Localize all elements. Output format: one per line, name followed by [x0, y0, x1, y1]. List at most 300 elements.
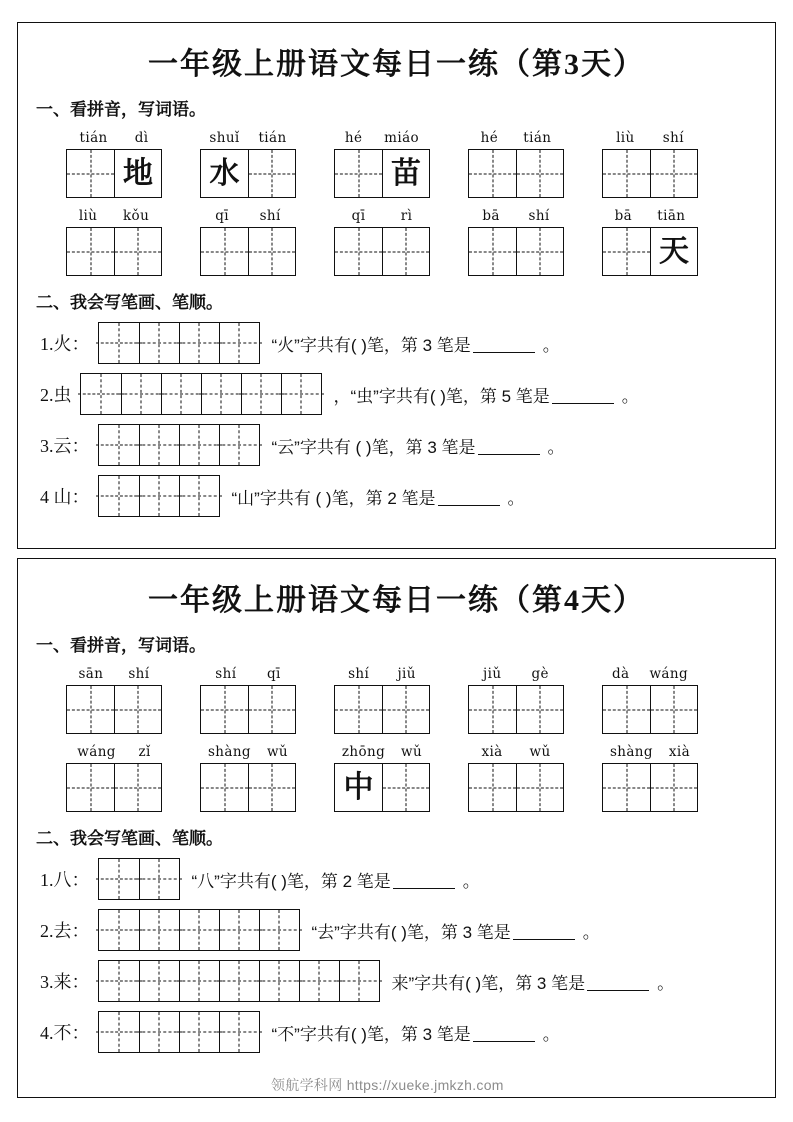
written-character: 中	[343, 769, 374, 805]
guide-line-vertical	[540, 686, 541, 733]
stroke-question-text	[272, 433, 565, 458]
pinyin-pair	[334, 130, 430, 146]
pinyin-syllable: hé	[344, 130, 363, 146]
guide-line-horizontal	[177, 496, 222, 497]
tianzige-pair[interactable]	[334, 763, 430, 812]
tianzige-pair[interactable]	[200, 763, 296, 812]
pinyin-syllable: kǒu	[122, 208, 150, 224]
stroke-practice-cell[interactable]	[161, 374, 201, 414]
word-group	[334, 666, 430, 734]
tianzige-cell[interactable]	[248, 150, 295, 197]
word-group	[602, 666, 698, 734]
stroke-practice-boxes[interactable]	[98, 909, 300, 951]
guide-line-vertical	[90, 764, 91, 811]
guide-line-horizontal	[383, 709, 429, 710]
tianzige-cell[interactable]	[382, 686, 429, 733]
tianzige-pair[interactable]	[468, 685, 564, 734]
guide-line-horizontal	[96, 496, 142, 497]
stroke-practice-boxes[interactable]	[98, 322, 260, 364]
tianzige-cell[interactable]	[67, 228, 114, 275]
stroke-practice-cell[interactable]	[179, 425, 219, 465]
stroke-question-text	[392, 969, 675, 994]
stroke-question-prefix: “不”字共有( )笔，第 3 笔是	[271, 1024, 471, 1044]
guide-line-horizontal	[335, 251, 382, 252]
pinyin-pair	[200, 208, 296, 224]
pinyin-syllable: dà	[611, 666, 630, 682]
tianzige-cell[interactable]	[516, 228, 563, 275]
tianzige-pair[interactable]	[66, 149, 162, 198]
answer-blank[interactable]	[393, 873, 455, 889]
pinyin-syllable: miáo	[384, 130, 420, 146]
word-group	[334, 208, 430, 276]
guide-line-horizontal	[517, 709, 563, 710]
guide-line-horizontal	[279, 394, 324, 395]
tianzige-pair[interactable]	[200, 227, 296, 276]
pinyin-syllable: wǔ	[401, 744, 423, 760]
guide-line-horizontal	[217, 981, 262, 982]
guide-line-vertical	[674, 764, 675, 811]
stroke-practice-cell[interactable]	[179, 961, 219, 1001]
stroke-practice-cell[interactable]	[99, 859, 139, 899]
guide-line-vertical	[674, 686, 675, 733]
stroke-practice-row	[18, 1011, 775, 1053]
stroke-item-label: 1.火：	[40, 334, 90, 354]
guide-line-horizontal	[651, 173, 697, 174]
guide-line-horizontal	[257, 930, 302, 931]
guide-line-horizontal	[67, 251, 114, 252]
guide-line-horizontal	[335, 709, 382, 710]
stroke-practice-cell[interactable]	[259, 961, 299, 1001]
tianzige-cell[interactable]	[201, 150, 248, 197]
guide-line-horizontal	[96, 930, 142, 931]
tianzige-pair[interactable]	[66, 227, 162, 276]
pinyin-syllable: dì	[134, 130, 149, 146]
pinyin-syllable: qī	[215, 208, 230, 224]
guide-line-horizontal	[96, 445, 142, 446]
tianzige-pair[interactable]	[200, 149, 296, 198]
tianzige-cell[interactable]	[382, 228, 429, 275]
guide-line-horizontal	[217, 1032, 262, 1033]
tianzige-cell[interactable]	[201, 228, 248, 275]
pinyin-syllable: zhōng	[341, 744, 386, 760]
guide-line-horizontal	[249, 251, 295, 252]
written-character: 苗	[391, 155, 421, 191]
pinyin-syllable: wǔ	[529, 744, 551, 760]
guide-line-horizontal	[603, 251, 650, 252]
guide-line-horizontal	[137, 930, 182, 931]
guide-line-horizontal	[137, 981, 182, 982]
stroke-question-text	[272, 1020, 560, 1045]
stroke-question-text	[312, 918, 600, 943]
guide-line-horizontal	[199, 394, 244, 395]
pinyin-syllable: qī	[266, 666, 281, 682]
guide-line-vertical	[406, 764, 407, 811]
pinyin-syllable: qī	[351, 208, 366, 224]
tianzige-cell[interactable]	[516, 150, 563, 197]
stroke-practice-cell[interactable]	[99, 323, 139, 363]
guide-line-horizontal	[96, 981, 142, 982]
guide-line-horizontal	[177, 445, 222, 446]
stroke-practice-row	[18, 322, 775, 364]
guide-line-vertical	[540, 764, 541, 811]
guide-line-horizontal	[137, 496, 182, 497]
tianzige-cell[interactable]	[114, 764, 161, 811]
stroke-practice-row	[18, 909, 775, 951]
guide-line-vertical	[138, 228, 139, 275]
word-group	[334, 744, 430, 812]
tianzige-cell[interactable]	[469, 150, 516, 197]
guide-line-horizontal	[115, 787, 161, 788]
tianzige-cell[interactable]	[650, 228, 697, 275]
tianzige-cell[interactable]	[201, 764, 248, 811]
tianzige-cell[interactable]	[469, 764, 516, 811]
tianzige-cell[interactable]	[469, 686, 516, 733]
pinyin-row	[18, 130, 775, 198]
guide-line-horizontal	[217, 445, 262, 446]
pinyin-syllable: rì	[400, 208, 413, 224]
guide-line-horizontal	[335, 173, 382, 174]
tianzige-cell[interactable]	[603, 150, 650, 197]
tianzige-pair[interactable]	[334, 149, 430, 198]
answer-blank[interactable]	[438, 490, 500, 506]
tianzige-cell[interactable]	[603, 686, 650, 733]
guide-line-vertical	[272, 228, 273, 275]
guide-line-horizontal	[249, 787, 295, 788]
stroke-practice-cell[interactable]	[121, 374, 161, 414]
pinyin-pair	[468, 130, 564, 146]
tianzige-cell[interactable]	[67, 764, 114, 811]
pinyin-pair	[200, 666, 296, 682]
guide-line-horizontal	[67, 787, 114, 788]
tianzige-cell[interactable]	[248, 764, 295, 811]
guide-line-vertical	[492, 686, 493, 733]
stroke-practice-cell[interactable]	[241, 374, 281, 414]
tianzige-pair[interactable]	[468, 763, 564, 812]
stroke-practice-row	[18, 858, 775, 900]
guide-line-horizontal	[137, 445, 182, 446]
guide-line-vertical	[540, 150, 541, 197]
guide-line-vertical	[626, 764, 627, 811]
word-group	[66, 666, 162, 734]
tianzige-pair[interactable]	[602, 227, 698, 276]
tianzige-pair[interactable]	[602, 685, 698, 734]
stroke-question-prefix: “云”字共有 ( )笔，第 3 笔是	[271, 437, 476, 457]
stroke-practice-cell[interactable]	[259, 910, 299, 950]
pinyin-pair	[468, 208, 564, 224]
stroke-practice-row	[18, 373, 775, 415]
stroke-practice-cell[interactable]	[139, 323, 179, 363]
pinyin-syllable: wǔ	[266, 744, 288, 760]
tianzige-cell[interactable]	[114, 150, 161, 197]
pinyin-pair	[66, 130, 162, 146]
stroke-practice-boxes[interactable]	[98, 960, 380, 1002]
tianzige-pair[interactable]	[66, 763, 162, 812]
answer-blank[interactable]	[587, 975, 649, 991]
stroke-practice-cell[interactable]	[179, 476, 219, 516]
tianzige-cell[interactable]	[67, 150, 114, 197]
guide-line-horizontal	[383, 251, 429, 252]
tianzige-cell[interactable]	[603, 228, 650, 275]
tianzige-pair[interactable]	[334, 685, 430, 734]
pinyin-syllable: shí	[128, 666, 150, 682]
stroke-question-suffix: 。	[582, 922, 600, 942]
guide-line-vertical	[626, 686, 627, 733]
stroke-question-suffix: 。	[507, 488, 525, 508]
guide-line-horizontal	[469, 173, 516, 174]
pinyin-syllable: tián	[258, 130, 287, 146]
pinyin-syllable: sān	[78, 666, 104, 682]
stroke-practice-cell[interactable]	[281, 374, 321, 414]
written-character: 天	[659, 233, 689, 269]
word-group	[468, 130, 564, 198]
stroke-practice-cell[interactable]	[179, 910, 219, 950]
pinyin-syllable: jiǔ	[483, 666, 502, 682]
guide-line-horizontal	[137, 879, 182, 880]
stroke-question-suffix: 。	[542, 335, 560, 355]
tianzige-pair[interactable]	[468, 149, 564, 198]
answer-blank[interactable]	[478, 439, 540, 455]
stroke-item-label: 4.不：	[40, 1023, 90, 1043]
tianzige-pair[interactable]	[334, 227, 430, 276]
guide-line-horizontal	[651, 787, 697, 788]
stroke-practice-cell[interactable]	[219, 425, 259, 465]
tianzige-pair[interactable]	[66, 685, 162, 734]
tianzige-cell[interactable]	[114, 686, 161, 733]
stroke-practice-cell[interactable]	[179, 1012, 219, 1052]
stroke-practice-boxes[interactable]	[98, 475, 220, 517]
stroke-practice-cell[interactable]	[139, 476, 179, 516]
answer-blank[interactable]	[473, 337, 535, 353]
guide-line-horizontal	[177, 930, 222, 931]
tianzige-cell[interactable]	[67, 686, 114, 733]
stroke-question-suffix: 。	[547, 437, 565, 457]
answer-blank[interactable]	[513, 924, 575, 940]
stroke-practice-boxes[interactable]	[98, 424, 260, 466]
tianzige-cell[interactable]	[335, 228, 382, 275]
stroke-practice-cell[interactable]	[299, 961, 339, 1001]
guide-line-vertical	[358, 686, 359, 733]
word-group	[200, 130, 296, 198]
pinyin-syllable: shí	[528, 208, 550, 224]
stroke-practice-cell[interactable]	[99, 425, 139, 465]
guide-line-horizontal	[603, 173, 650, 174]
stroke-practice-cell[interactable]	[99, 476, 139, 516]
pinyin-pair	[602, 130, 698, 146]
guide-line-vertical	[492, 764, 493, 811]
pinyin-syllable: shàng	[207, 744, 251, 760]
tianzige-pair[interactable]	[602, 149, 698, 198]
page-title-day4: 一年级上册语文每日一练（第4天）	[148, 584, 645, 617]
page-title-day3: 一年级上册语文每日一练（第3天）	[148, 48, 645, 81]
guide-line-horizontal	[201, 251, 248, 252]
pinyin-row	[18, 208, 775, 276]
answer-blank[interactable]	[552, 388, 614, 404]
guide-line-horizontal	[177, 1032, 222, 1033]
worksheet-day3	[17, 22, 776, 549]
pinyin-syllable: wáng	[649, 666, 688, 682]
stroke-practice-row	[18, 960, 775, 1002]
pinyin-pair	[200, 744, 296, 760]
stroke-practice-cell[interactable]	[139, 859, 179, 899]
word-group	[66, 130, 162, 198]
pinyin-pair	[334, 744, 430, 760]
stroke-question-suffix: 。	[542, 1024, 560, 1044]
tianzige-cell[interactable]	[335, 150, 382, 197]
guide-line-vertical	[272, 150, 273, 197]
guide-line-horizontal	[217, 930, 262, 931]
tianzige-cell[interactable]	[248, 686, 295, 733]
guide-line-horizontal	[469, 709, 516, 710]
word-group	[468, 744, 564, 812]
guide-line-horizontal	[201, 709, 248, 710]
stroke-question-prefix: “去”字共有( )笔，第 3 笔是	[311, 922, 511, 942]
guide-line-vertical	[406, 686, 407, 733]
pinyin-syllable: shí	[348, 666, 370, 682]
stroke-practice-cell[interactable]	[81, 374, 121, 414]
pinyin-syllable: bā	[614, 208, 633, 224]
guide-line-horizontal	[137, 343, 182, 344]
stroke-question-text	[192, 867, 480, 892]
section-heading-pinyin-day4: 一、看拼音，写词语。	[36, 636, 206, 655]
stroke-practice-cell[interactable]	[99, 910, 139, 950]
stroke-question-text	[232, 484, 525, 509]
stroke-practice-boxes[interactable]	[98, 858, 180, 900]
pinyin-pair	[602, 744, 698, 760]
tianzige-cell[interactable]	[469, 228, 516, 275]
stroke-item-label: 2.虫	[40, 385, 72, 405]
stroke-question-text	[272, 331, 560, 356]
written-character: 水	[209, 155, 240, 191]
tianzige-cell[interactable]	[335, 764, 382, 811]
stroke-question-suffix: 。	[621, 386, 639, 406]
stroke-practice-cell[interactable]	[99, 1012, 139, 1052]
tianzige-pair[interactable]	[602, 763, 698, 812]
stroke-item-label: 3.云：	[40, 436, 90, 456]
guide-line-horizontal	[96, 1032, 142, 1033]
tianzige-cell[interactable]	[516, 764, 563, 811]
stroke-question-text	[334, 382, 639, 407]
pinyin-pair	[468, 744, 564, 760]
stroke-practice-boxes[interactable]	[98, 1011, 260, 1053]
watermark: 领航学科网 https://xueke.jmkzh.com	[271, 1077, 504, 1093]
tianzige-cell[interactable]	[603, 764, 650, 811]
tianzige-cell[interactable]	[201, 686, 248, 733]
stroke-practice-cell[interactable]	[219, 961, 259, 1001]
stroke-practice-cell[interactable]	[219, 910, 259, 950]
tianzige-pair[interactable]	[468, 227, 564, 276]
answer-blank[interactable]	[473, 1026, 535, 1042]
section-heading-strokes-day3: 二、我会写笔画、笔顺。	[36, 293, 223, 312]
guide-line-vertical	[224, 228, 225, 275]
tianzige-cell[interactable]	[382, 150, 429, 197]
tianzige-cell[interactable]	[650, 764, 697, 811]
tianzige-cell[interactable]	[650, 150, 697, 197]
pinyin-syllable: liù	[78, 208, 98, 224]
guide-line-vertical	[90, 686, 91, 733]
stroke-practice-cell[interactable]	[139, 425, 179, 465]
guide-line-vertical	[358, 228, 359, 275]
guide-line-horizontal	[249, 173, 295, 174]
word-group	[468, 666, 564, 734]
stroke-practice-cell[interactable]	[139, 910, 179, 950]
stroke-practice-cell[interactable]	[99, 961, 139, 1001]
pinyin-syllable: shuǐ	[209, 130, 240, 146]
section-heading-pinyin-day3: 一、看拼音，写词语。	[36, 100, 206, 119]
guide-line-horizontal	[177, 981, 222, 982]
pinyin-syllable: bā	[482, 208, 500, 224]
stroke-practice-cell[interactable]	[139, 1012, 179, 1052]
pinyin-syllable: shàng	[609, 744, 653, 760]
tianzige-cell[interactable]	[335, 686, 382, 733]
word-group	[200, 744, 296, 812]
written-character: 地	[123, 155, 153, 191]
pinyin-row	[18, 666, 775, 734]
guide-line-horizontal	[201, 787, 248, 788]
pinyin-syllable: shí	[215, 666, 237, 682]
guide-line-horizontal	[517, 787, 563, 788]
stroke-practice-cell[interactable]	[201, 374, 241, 414]
guide-line-horizontal	[78, 394, 124, 395]
guide-line-vertical	[224, 764, 225, 811]
pinyin-syllable: tián	[79, 130, 108, 146]
tianzige-cell[interactable]	[382, 764, 429, 811]
guide-line-vertical	[540, 228, 541, 275]
guide-line-horizontal	[469, 251, 516, 252]
word-group	[334, 130, 430, 198]
tianzige-cell[interactable]	[650, 686, 697, 733]
pinyin-syllable: xià	[481, 744, 503, 760]
stroke-practice-cell[interactable]	[339, 961, 379, 1001]
guide-line-vertical	[90, 228, 91, 275]
stroke-items-day4	[18, 858, 775, 1053]
stroke-practice-cell[interactable]	[139, 961, 179, 1001]
stroke-practice-cell[interactable]	[179, 323, 219, 363]
pinyin-pair	[602, 208, 698, 224]
guide-line-horizontal	[239, 394, 284, 395]
guide-line-horizontal	[603, 709, 650, 710]
pinyin-pair	[468, 666, 564, 682]
stroke-practice-boxes[interactable]	[80, 373, 322, 415]
pinyin-syllable: xià	[668, 744, 691, 760]
stroke-practice-cell[interactable]	[219, 1012, 259, 1052]
tianzige-cell[interactable]	[248, 228, 295, 275]
tianzige-cell[interactable]	[114, 228, 161, 275]
guide-line-vertical	[492, 228, 493, 275]
word-group	[602, 744, 698, 812]
guide-line-horizontal	[651, 709, 697, 710]
guide-line-vertical	[224, 686, 225, 733]
stroke-question-suffix: 。	[657, 973, 675, 993]
pinyin-pair	[602, 666, 698, 682]
guide-line-horizontal	[67, 709, 114, 710]
pinyin-syllable: shí	[662, 130, 684, 146]
tianzige-pair[interactable]	[200, 685, 296, 734]
guide-line-vertical	[406, 228, 407, 275]
guide-line-horizontal	[159, 394, 204, 395]
pinyin-pair	[200, 130, 296, 146]
guide-line-horizontal	[67, 173, 114, 174]
guide-line-vertical	[138, 686, 139, 733]
guide-line-horizontal	[177, 343, 222, 344]
stroke-question-prefix: ，“虫”字共有( )笔，第 5 笔是	[333, 386, 550, 406]
stroke-practice-cell[interactable]	[219, 323, 259, 363]
stroke-items-day3	[18, 322, 775, 517]
guide-line-horizontal	[96, 343, 142, 344]
guide-line-vertical	[674, 150, 675, 197]
pinyin-syllable: wáng	[77, 744, 116, 760]
tianzige-cell[interactable]	[516, 686, 563, 733]
guide-line-vertical	[90, 150, 91, 197]
